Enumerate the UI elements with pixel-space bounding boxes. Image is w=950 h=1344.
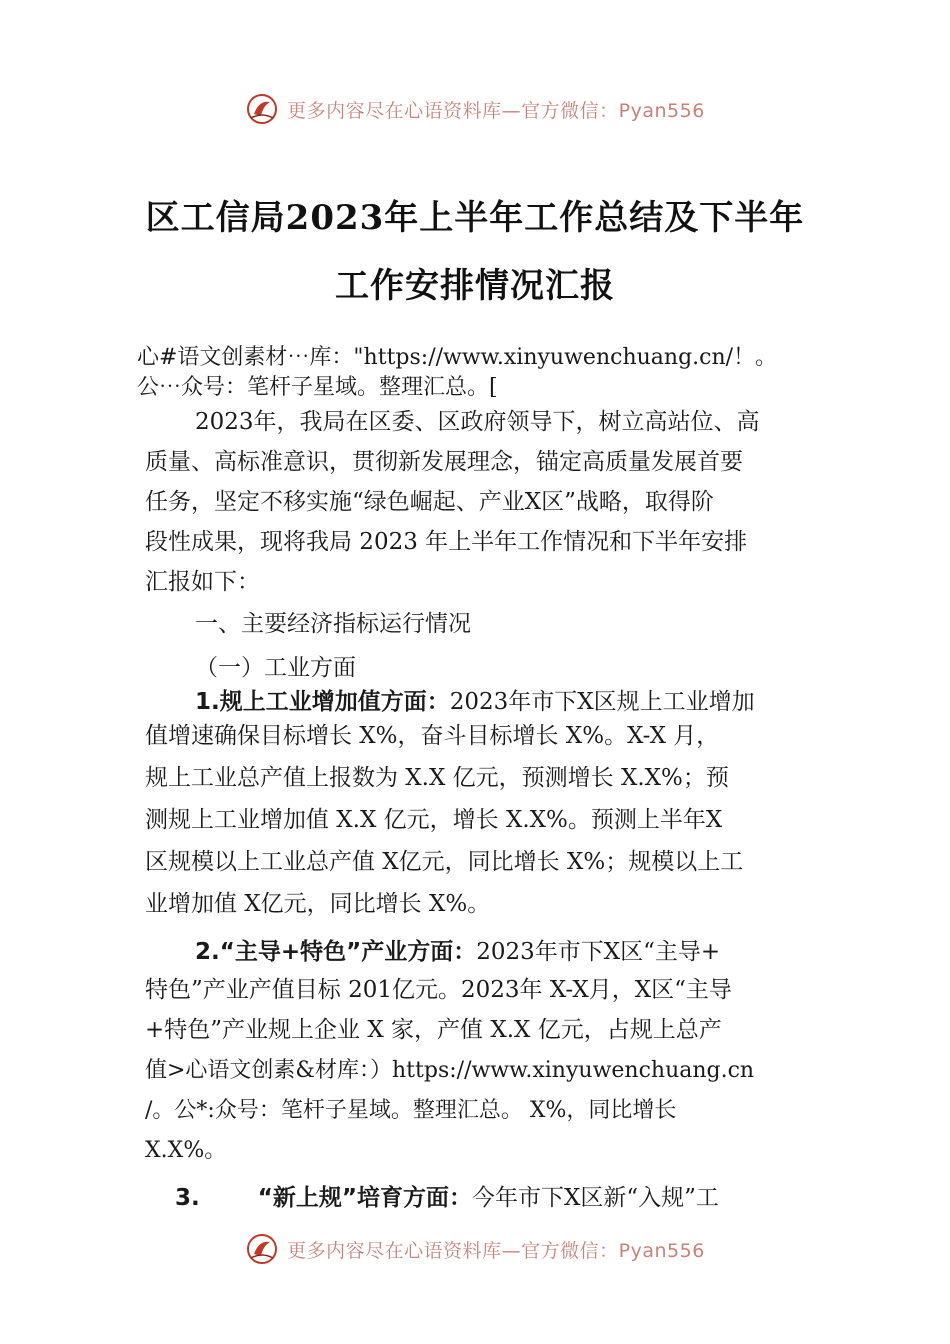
source-note-line2: 公⋯众号：笔杆子星域。整理汇总。[ (137, 375, 498, 400)
item3-text: 今年市下X区新“入规”工 (471, 1185, 719, 1211)
item2-text: 2023年市下X区“主导+ (476, 939, 721, 965)
item2-line: +特色”产业规上企业 X 家，产值 X.X 亿元，占规上总产 (145, 1017, 722, 1043)
intro-line: 质量、高标准意识，贯彻新发展理念，锚定高质量发展首要 (145, 449, 743, 475)
item2-first-line (195, 938, 720, 966)
item1-line: 业增加值 X亿元，同比增长 X%。 (145, 891, 491, 917)
item2-line: 值>心语文创素&材库：）https://www.xinyuwenchuang.cn (145, 1058, 755, 1083)
source-note-line1: 心#语文创素材⋯库："https://www.xinyuwenchuang.cn/！。 (137, 345, 778, 370)
item1-line: 规上工业总产值上报数为 X.X 亿元，预测增长 X.X%；预 (145, 765, 729, 791)
header-watermark (0, 92, 950, 126)
item3-number: 3. (175, 1185, 200, 1211)
brand-logo-icon (245, 92, 279, 126)
item2-line: X.X%。 (145, 1138, 227, 1163)
document-title-line2: 工作安排情况汇报 (335, 266, 615, 306)
intro-line: 汇报如下： (145, 569, 260, 595)
watermark-text: 更多内容尽在心语资料库—官方微信：Pyan556 (287, 99, 705, 122)
item1-first-line (195, 688, 755, 716)
subsection-heading: （一）工业方面 (195, 655, 356, 681)
item1-label: 1.规上工业增加值方面： (195, 689, 450, 715)
item3-first-line (175, 1184, 719, 1212)
document-title-line1: 区工信局2023年上半年工作总结及下半年 (145, 198, 805, 238)
item2-label: 2.“主导+特色”产业方面： (195, 939, 477, 965)
item1-line: 测规上工业增加值 X.X 亿元，增长 X.X%。预测上半年X (145, 807, 723, 833)
footer-watermark (0, 1232, 950, 1266)
intro-line: 任务，坚定不移实施“绿色崛起、产业X区”战略，取得阶 (145, 489, 714, 515)
item2-line: /。公*:众号：笔杆子星域。整理汇总。 X%，同比增长 (145, 1098, 677, 1123)
item3-label: “新上规”培育方面： (257, 1185, 472, 1211)
watermark-text: 更多内容尽在心语资料库—官方微信：Pyan556 (287, 1239, 705, 1262)
item2-line: 特色”产业产值目标 201亿元。2023年 X-X月，X区“主导 (145, 977, 732, 1003)
item1-line: 值增速确保目标增长 X%，奋斗目标增长 X%。X-X 月， (145, 723, 720, 749)
intro-line: 2023年，我局在区委、区政府领导下，树立高站位、高 (195, 409, 760, 435)
item1-line: 区规模以上工业总产值 X亿元，同比增长 X%；规模以上工 (145, 849, 744, 875)
brand-logo-icon (245, 1232, 279, 1266)
intro-line: 段性成果，现将我局 2023 年上半年工作情况和下半年安排 (145, 529, 748, 555)
item1-text: 2023年市下X区规上工业增加 (449, 689, 755, 715)
section-heading: 一、主要经济指标运行情况 (195, 611, 471, 637)
